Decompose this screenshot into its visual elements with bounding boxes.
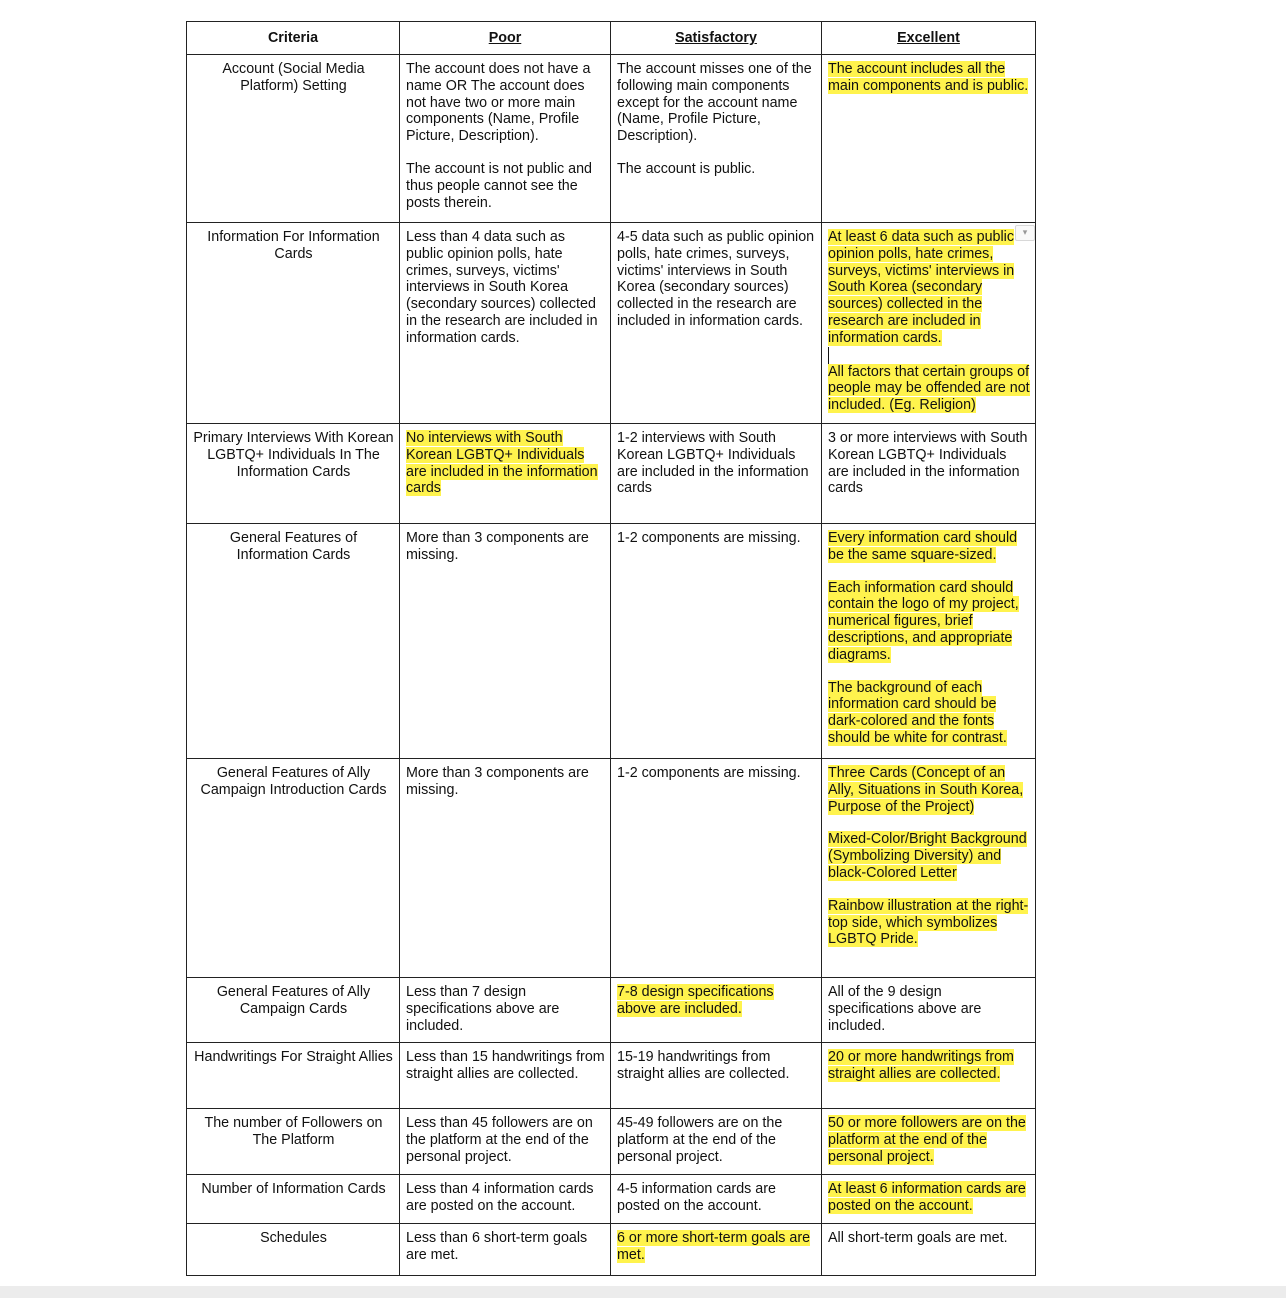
criteria-cell: Number of Information Cards <box>187 1175 400 1224</box>
poor-cell: Less than 4 information cards are posted on the account. <box>400 1175 611 1224</box>
criteria-cell: General Features of Information Cards <box>187 524 400 759</box>
poor-cell: Less than 7 design specifications above are included. <box>400 978 611 1043</box>
table-row <box>187 223 1036 424</box>
excellent-cell: All of the 9 design specifications above are included. <box>822 978 1036 1043</box>
poor-cell: Less than 4 data such as public opinion polls, hate crimes, surveys, victims' interviews in South Korea (secondary sources) collected in the research are included in information cards. <box>400 223 611 424</box>
poor-cell: The account does not have a name OR The account does not have two or more main components (Name, Profile Picture, Description). The account is not public and thus people cannot see the posts therein. <box>400 55 611 223</box>
poor-cell: Less than 6 short-term goals are met. <box>400 1224 611 1276</box>
text-cursor <box>828 347 829 364</box>
poor-cell: No interviews with South Korean LGBTQ+ Individuals are included in the information cards <box>400 424 611 524</box>
table-row <box>187 759 1036 978</box>
poor-cell: Less than 45 followers are on the platform at the end of the personal project. <box>400 1109 611 1175</box>
table-row <box>187 978 1036 1043</box>
criteria-cell: General Features of Ally Campaign Introduction Cards <box>187 759 400 978</box>
excellent-cell: ▾ At least 6 data such as public opinion polls, hate crimes, surveys, victims' interviews in South Korea (secondary sources) collected in the research are included in information cards. All factors that certain groups of people may be offended are not included. (Eg. Religion) <box>822 223 1036 424</box>
excellent-cell: Three Cards (Concept of an Ally, Situations in South Korea, Purpose of the Project) Mixed-Color/Bright Background (Symbolizing Diversity) and black-Colored Letter Rainbow illustration at the right-top side, which symbolizes LGBTQ Pride. <box>822 759 1036 978</box>
criteria-cell: Account (Social Media Platform) Setting <box>187 55 400 223</box>
satisfactory-header: Satisfactory <box>611 22 822 55</box>
criteria-cell: Handwritings For Straight Allies <box>187 1043 400 1109</box>
excellent-cell: At least 6 information cards are posted on the account. <box>822 1175 1036 1224</box>
table-row <box>187 1043 1036 1109</box>
table-row <box>187 1109 1036 1175</box>
window-bottom-edge <box>0 1286 1286 1298</box>
table-row <box>187 1175 1036 1224</box>
table-row <box>187 424 1036 524</box>
satisfactory-cell: 1-2 interviews with South Korean LGBTQ+ Individuals are included in the information cards <box>611 424 822 524</box>
excellent-cell: 50 or more followers are on the platform at the end of the personal project. <box>822 1109 1036 1175</box>
criteria-cell: Schedules <box>187 1224 400 1276</box>
table-row <box>187 524 1036 759</box>
table-row <box>187 55 1036 223</box>
satisfactory-cell: 15-19 handwritings from straight allies are collected. <box>611 1043 822 1109</box>
satisfactory-cell: 4-5 data such as public opinion polls, hate crimes, surveys, victims' interviews in South Korea (secondary sources) collected in the research are included in information cards. <box>611 223 822 424</box>
excellent-cell: 20 or more handwritings from straight allies are collected. <box>822 1043 1036 1109</box>
excellent-cell: The account includes all the main components and is public. <box>822 55 1036 223</box>
poor-cell: Less than 15 handwritings from straight allies are collected. <box>400 1043 611 1109</box>
poor-header: Poor <box>400 22 611 55</box>
criteria-cell: General Features of Ally Campaign Cards <box>187 978 400 1043</box>
poor-cell: More than 3 components are missing. <box>400 759 611 978</box>
excellent-header: Excellent <box>822 22 1036 55</box>
criteria-cell: Primary Interviews With Korean LGBTQ+ Individuals In The Information Cards <box>187 424 400 524</box>
excellent-cell: Every information card should be the same square-sized. Each information card should contain the logo of my project, numerical figures, brief descriptions, and appropriate diagrams. The background of each information card should be dark-colored and the fonts should be white for contrast. <box>822 524 1036 759</box>
excellent-cell: All short-term goals are met. <box>822 1224 1036 1276</box>
table-row <box>187 1224 1036 1276</box>
criteria-cell: Information For Information Cards <box>187 223 400 424</box>
satisfactory-cell: 6 or more short-term goals are met. <box>611 1224 822 1276</box>
satisfactory-cell: 45-49 followers are on the platform at the end of the personal project. <box>611 1109 822 1175</box>
criteria-header: Criteria <box>187 22 400 55</box>
poor-cell: More than 3 components are missing. <box>400 524 611 759</box>
satisfactory-cell: 4-5 information cards are posted on the account. <box>611 1175 822 1224</box>
excellent-cell: 3 or more interviews with South Korean LGBTQ+ Individuals are included in the information cards <box>822 424 1036 524</box>
rubric-table <box>186 21 1036 1276</box>
satisfactory-cell: 7-8 design specifications above are included. <box>611 978 822 1043</box>
satisfactory-cell: The account misses one of the following main components except for the account name (Name, Profile Picture, Description). The account is public. <box>611 55 822 223</box>
header-row <box>187 22 1036 55</box>
comment-dropdown-icon[interactable]: ▾ <box>1015 225 1035 241</box>
satisfactory-cell: 1-2 components are missing. <box>611 759 822 978</box>
criteria-cell: The number of Followers on The Platform <box>187 1109 400 1175</box>
satisfactory-cell: 1-2 components are missing. <box>611 524 822 759</box>
